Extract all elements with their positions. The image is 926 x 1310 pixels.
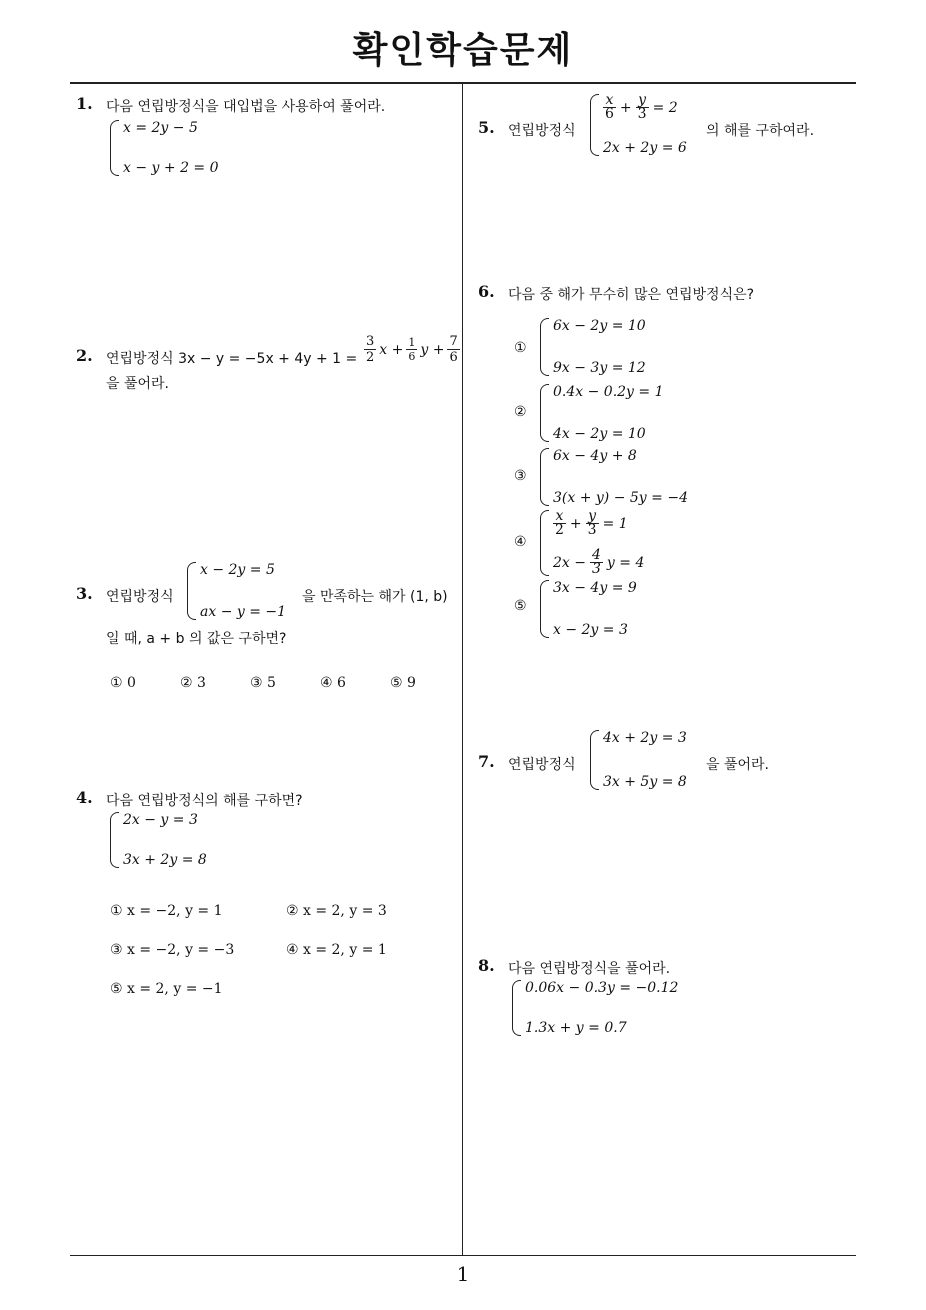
equation-system [187, 562, 286, 620]
equation: 9x − 3y = 12 [553, 360, 646, 376]
brace [590, 730, 599, 790]
equation: 2x − y = 3 [123, 812, 198, 828]
question-text: 의 해를 구하여라. [706, 123, 815, 139]
equation: x − 2y = 3 [553, 622, 628, 638]
question-number: 6. [478, 282, 495, 301]
question-number: 1. [76, 94, 93, 113]
top-rule [70, 82, 856, 84]
equation: x 6 + $\frac{y}{3}$ = 2 [605, 92, 678, 122]
brace [512, 980, 521, 1036]
equation: 2x − $\frac{4}{3}$ y = 4 [553, 547, 645, 577]
fraction-expression: 3 2 x + $\frac{1}{6}$ y + $\frac{7}{6}$ [366, 334, 458, 365]
question-number: 2. [76, 346, 93, 365]
brace [540, 384, 549, 442]
choice-5[interactable]: ⑤ 9 [390, 675, 416, 691]
option-4-system[interactable] [540, 510, 644, 576]
equation-system [110, 812, 207, 868]
question-text: 연립방정식 3x − y = −5x + 4y + 1 = [106, 351, 358, 367]
question-text: 다음 연립방정식을 대입법을 사용하여 풀어라. [106, 99, 386, 115]
equation: x − 2y = 5 [200, 562, 275, 578]
choice-4[interactable]: ④ x = 2, y = 1 [286, 942, 387, 958]
equation: 3(x + y) − 5y = −4 [553, 490, 688, 506]
equation: x 2 + $\frac{y}{3}$ = 1 [555, 508, 628, 538]
question-text: 을 풀어라. [106, 376, 169, 392]
equation: 4x + 2y = 3 [603, 730, 687, 746]
choice-3[interactable]: ③ x = −2, y = −3 [110, 942, 235, 958]
equation: 3x + 2y = 8 [123, 852, 207, 868]
equation: 2x + 2y = 6 [603, 140, 687, 156]
equation: 1.3x + y = 0.7 [525, 1020, 627, 1036]
equation: ax − y = −1 [200, 604, 287, 620]
choice-1[interactable]: ① x = −2, y = 1 [110, 903, 223, 919]
question-text: 연립방정식 [508, 123, 576, 139]
question-text: 연립방정식 [508, 757, 576, 773]
choice-5[interactable]: ⑤ x = 2, y = −1 [110, 981, 223, 997]
brace [540, 318, 549, 376]
question-number: 8. [478, 956, 495, 975]
brace [110, 812, 119, 868]
brace [187, 562, 196, 620]
question-text: 다음 연립방정식의 해를 구하면? [106, 793, 303, 809]
option-5-mark[interactable]: ⑤ [514, 598, 527, 614]
equation: 6x − 2y = 10 [553, 318, 646, 334]
equation: 3x − 4y = 9 [553, 580, 637, 596]
option-3-mark[interactable]: ③ [514, 468, 527, 484]
column-divider [462, 84, 463, 1255]
equation: 0.4x − 0.2y = 1 [553, 384, 664, 400]
choice-3[interactable]: ③ 5 [250, 675, 276, 691]
option-1-mark[interactable]: ① [514, 340, 527, 356]
question-number: 4. [76, 788, 93, 807]
option-1-system[interactable] [540, 318, 646, 376]
option-2-mark[interactable]: ② [514, 404, 527, 420]
question-text: 을 풀어라. [706, 757, 769, 773]
page-number: 1 [456, 1262, 470, 1286]
bottom-rule [70, 1255, 856, 1256]
equation: 0.06x − 0.3y = −0.12 [525, 980, 679, 996]
equation-system [590, 94, 687, 156]
choice-4[interactable]: ④ 6 [320, 675, 346, 691]
question-number: 3. [76, 584, 93, 603]
brace [110, 120, 119, 176]
equation: 3x + 5y = 8 [603, 774, 687, 790]
equation-system [512, 980, 678, 1036]
equation: x = 2y − 5 [123, 120, 198, 136]
option-2-system[interactable] [540, 384, 664, 442]
brace [540, 510, 549, 576]
choice-1[interactable]: ① 0 [110, 675, 136, 691]
question-text: 다음 중 해가 무수히 많은 연립방정식은? [508, 287, 755, 303]
question-text: 일 때, a + b 의 값은 구하면? [106, 631, 287, 647]
question-text: 을 만족하는 해가 (1, b) [302, 589, 448, 605]
question-number: 5. [478, 118, 495, 137]
option-5-system[interactable] [540, 580, 637, 638]
equation-system [110, 120, 219, 176]
question-text: 다음 연립방정식을 풀어라. [508, 961, 671, 977]
brace [540, 448, 549, 506]
question-text: 연립방정식 [106, 589, 174, 605]
equation: x − y + 2 = 0 [123, 160, 219, 176]
choice-2[interactable]: ② 3 [180, 675, 206, 691]
equation: 4x − 2y = 10 [553, 426, 646, 442]
brace [590, 94, 599, 156]
choice-2[interactable]: ② x = 2, y = 3 [286, 903, 387, 919]
option-4-mark[interactable]: ④ [514, 534, 527, 550]
option-3-system[interactable] [540, 448, 688, 506]
equation-system [590, 730, 687, 790]
equation: 6x − 4y + 8 [553, 448, 637, 464]
question-number: 7. [478, 752, 495, 771]
brace [540, 580, 549, 638]
page-title: 확인학습문제 [352, 30, 574, 71]
